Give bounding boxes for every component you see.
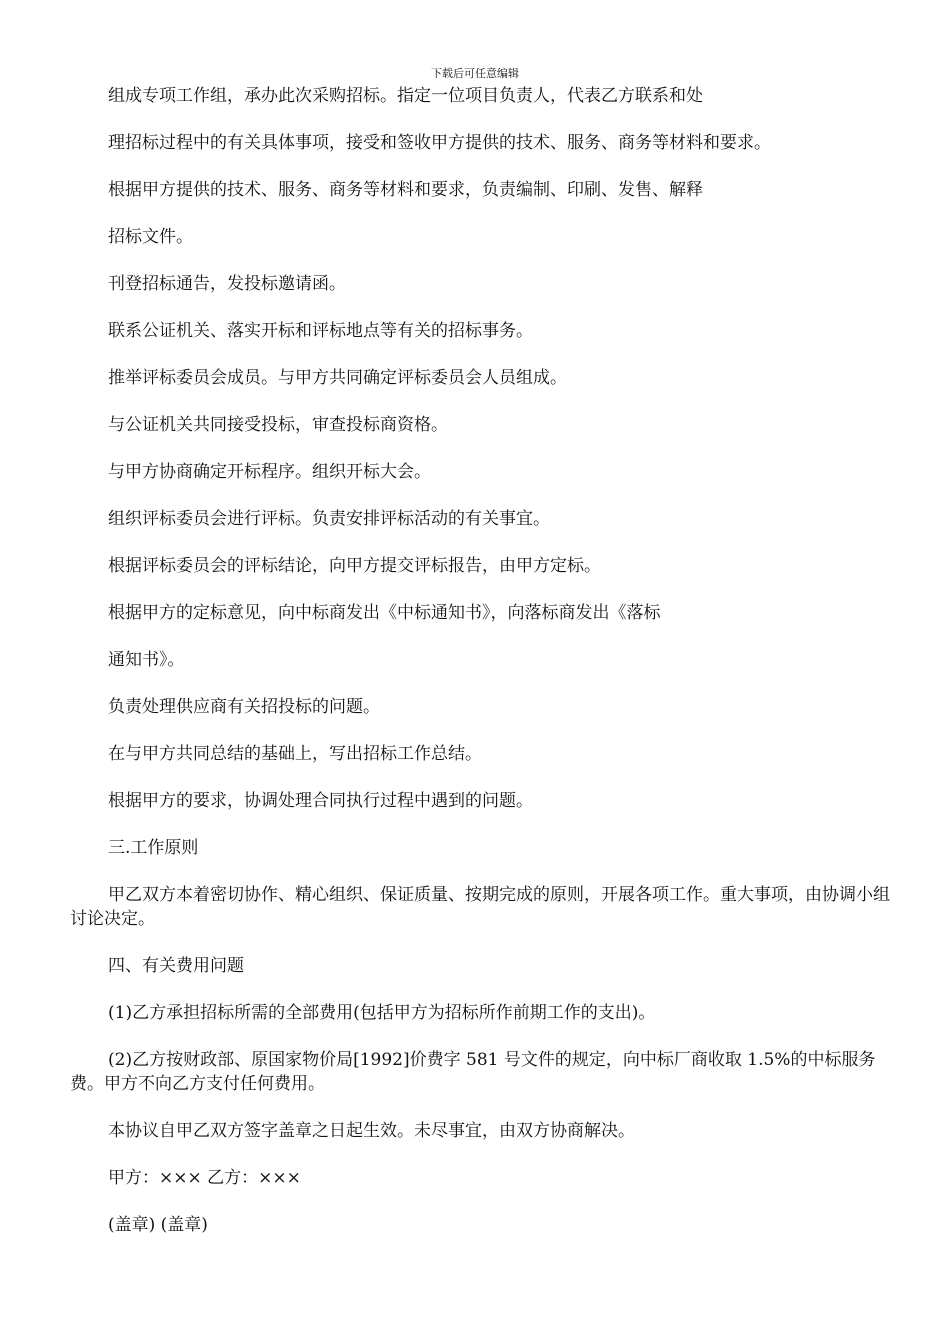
seal-line: (盖章) (盖章) xyxy=(108,1215,208,1235)
paragraph: (2)乙方按财政部、原国家物价局[1992]价费字 581 号文件的规定，向中标厂商收取 1.5%的中标服务费。甲方不向乙方支付任何费用。 xyxy=(70,1050,876,1094)
text-line: 联系公证机关、落实开标和评标地点等有关的招标事务。 xyxy=(108,321,533,341)
text-line: 招标文件。 xyxy=(108,227,193,247)
text-line: 本协议自甲乙双方签字盖章之日起生效。未尽事宜，由双方协商解决。 xyxy=(108,1121,635,1141)
text-line: 根据甲方的定标意见，向中标商发出《中标通知书》，向落标商发出《落标 xyxy=(108,603,661,623)
text-line: 根据评标委员会的评标结论，向甲方提交评标报告，由甲方定标。 xyxy=(108,556,601,576)
text-line: 与公证机关共同接受投标，审查投标商资格。 xyxy=(108,415,448,435)
text-line: 与甲方协商确定开标程序。组织开标大会。 xyxy=(108,462,431,482)
text-line: 理招标过程中的有关具体事项，接受和签收甲方提供的技术、服务、商务等材料和要求。 xyxy=(108,133,771,153)
page-header: 下载后可任意编辑 xyxy=(431,67,519,80)
text-line: 刊登招标通告，发投标邀请函。 xyxy=(108,274,346,294)
text-line: 通知书》。 xyxy=(108,650,185,670)
text-line: (1)乙方承担招标所需的全部费用(包括甲方为招标所作前期工作的支出)。 xyxy=(108,1003,656,1023)
paragraph: 甲乙双方本着密切协作、精心组织、保证质量、按期完成的原则，开展各项工作。重大事项，由协调小组讨论决定。 xyxy=(70,885,890,929)
section-heading: 四、有关费用问题 xyxy=(108,956,244,976)
text-line: 推举评标委员会成员。与甲方共同确定评标委员会人员组成。 xyxy=(108,368,567,388)
text-line: 组成专项工作组，承办此次采购招标。指定一位项目负责人，代表乙方联系和处 xyxy=(108,86,703,106)
section-heading: 三.工作原则 xyxy=(108,838,199,858)
text-line: 在与甲方共同总结的基础上，写出招标工作总结。 xyxy=(108,744,482,764)
text-line: 组织评标委员会进行评标。负责安排评标活动的有关事宜。 xyxy=(108,509,550,529)
text-line: 负责处理供应商有关招投标的问题。 xyxy=(108,697,380,717)
text-line: 根据甲方的要求，协调处理合同执行过程中遇到的问题。 xyxy=(108,791,533,811)
text-line: 根据甲方提供的技术、服务、商务等材料和要求，负责编制、印刷、发售、解释 xyxy=(108,180,703,200)
signature-parties: 甲方：××× 乙方：××× xyxy=(108,1168,301,1188)
document-body xyxy=(70,84,890,1237)
